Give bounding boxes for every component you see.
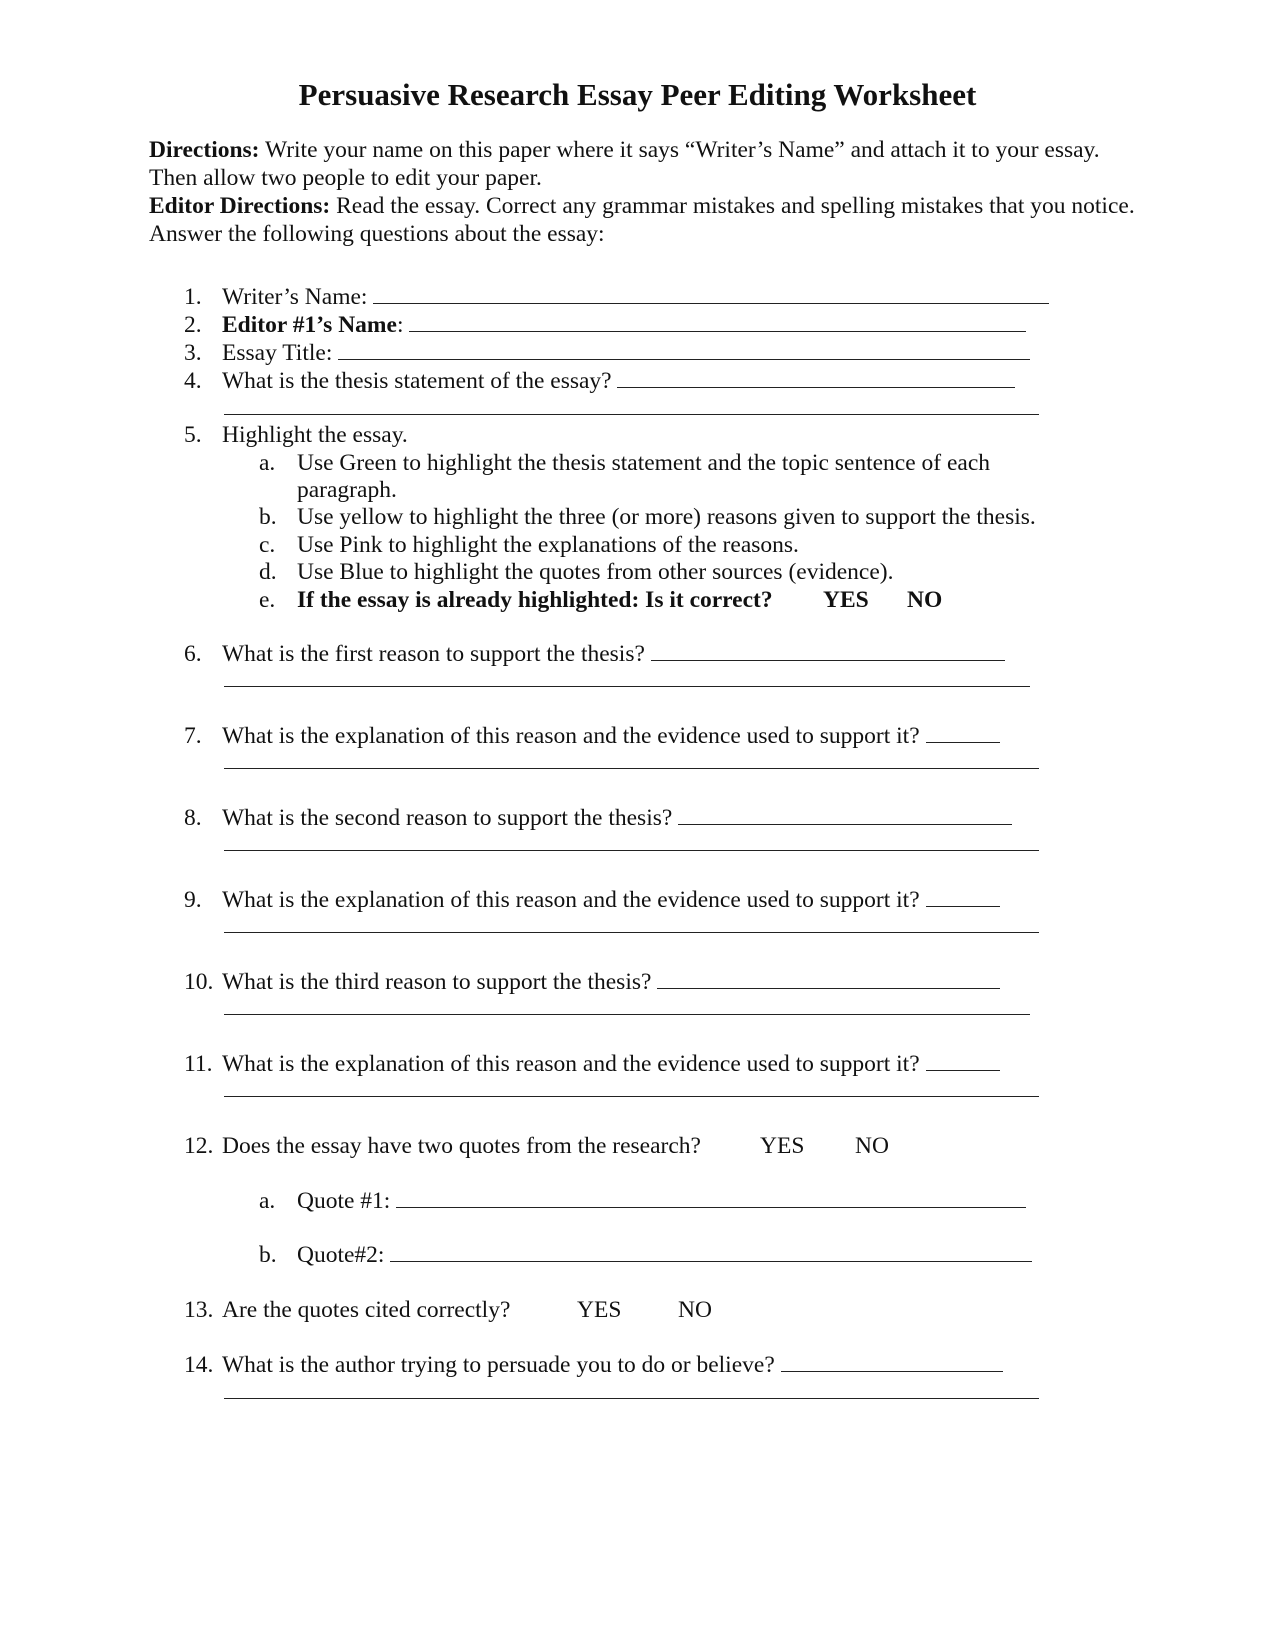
persuade-question [222, 1351, 1003, 1379]
highlight-green-line2: paragraph. [297, 477, 397, 503]
thesis-question [222, 367, 1015, 395]
yes-option[interactable]: YES [823, 587, 869, 613]
yes-option[interactable]: YES [577, 1297, 622, 1323]
editor-directions-paragraph [149, 192, 1139, 248]
item-number: 1. [184, 284, 202, 310]
item-number: 7. [184, 723, 202, 749]
third-reason-text: What is the third reason to support the thesis? [222, 969, 658, 995]
worksheet-title: Persuasive Research Essay Peer Editing Worksheet [298, 77, 977, 112]
essay-title-label: Essay Title: [222, 340, 339, 366]
second-explanation-question [222, 886, 1000, 914]
essay-title-line [222, 339, 1030, 367]
second-reason-blank[interactable] [678, 804, 1012, 825]
editor-directions-text: Read the essay. Correct any grammar mistakes and spelling mistakes that you notice. Answer the following questions about the essay: [149, 193, 1135, 247]
editor-name-blank[interactable] [409, 311, 1026, 332]
directions-paragraph [149, 136, 1139, 192]
first-reason-question [222, 640, 1005, 668]
quote1-line [297, 1187, 1026, 1215]
directions-label: Directions: [149, 137, 260, 163]
third-explanation-question [222, 1050, 1000, 1078]
second-reason-text: What is the second reason to support the thesis? [222, 805, 679, 831]
sub-letter: b. [259, 504, 277, 530]
first-explanation-question [222, 722, 1000, 750]
essay-title-blank[interactable] [338, 339, 1030, 360]
highlight-pink: Use Pink to highlight the explanations of the reasons. [297, 532, 799, 558]
quote1-blank[interactable] [396, 1187, 1026, 1208]
persuade-text: What is the author trying to persuade you to do or believe? [222, 1352, 781, 1378]
item-number: 14. [184, 1352, 214, 1378]
second-reason-question [222, 804, 1012, 832]
writers-name-blank[interactable] [373, 283, 1049, 304]
sub-letter: a. [259, 450, 276, 476]
highlight-green-line1: Use Green to highlight the thesis statement and the topic sentence of each [297, 450, 991, 476]
highlight-instruction: Highlight the essay. [222, 422, 408, 448]
persuade-blank[interactable] [781, 1351, 1003, 1372]
third-explanation-answer-line[interactable] [224, 1096, 1039, 1097]
no-option[interactable]: NO [907, 587, 943, 613]
quote2-label: Quote#2: [297, 1242, 391, 1268]
item-number: 11. [184, 1051, 213, 1077]
second-reason-answer-line[interactable] [224, 850, 1039, 851]
sub-letter: e. [259, 587, 276, 613]
quote2-line [297, 1241, 1032, 1269]
thesis-answer-line[interactable] [224, 414, 1039, 415]
editor-directions-label: Editor Directions: [149, 193, 331, 219]
quotes-cited-question: Are the quotes cited correctly? [222, 1297, 511, 1323]
editor-name-line [222, 311, 1026, 339]
item-number: 8. [184, 805, 202, 831]
yes-option[interactable]: YES [760, 1133, 805, 1159]
item-number: 12. [184, 1133, 214, 1159]
first-explanation-answer-line[interactable] [224, 768, 1039, 769]
item-number: 5. [184, 422, 202, 448]
first-reason-text: What is the first reason to support the thesis? [222, 641, 651, 667]
third-reason-question [222, 968, 1000, 996]
sub-letter: d. [259, 559, 277, 585]
item-number: 10. [184, 969, 214, 995]
persuade-answer-line[interactable] [224, 1398, 1039, 1399]
quote1-label: Quote #1: [297, 1188, 397, 1214]
highlight-blue: Use Blue to highlight the quotes from other sources (evidence). [297, 559, 894, 585]
third-reason-answer-line[interactable] [224, 1014, 1030, 1015]
writers-name-line [222, 283, 1049, 311]
item-number: 9. [184, 887, 202, 913]
thesis-answer-blank[interactable] [617, 367, 1015, 388]
item-number: 6. [184, 641, 202, 667]
second-explanation-text: What is the explanation of this reason and the evidence used to support it? [222, 887, 926, 913]
sub-letter: b. [259, 1242, 277, 1268]
no-option[interactable]: NO [855, 1133, 889, 1159]
highlight-yellow: Use yellow to highlight the three (or more) reasons given to support the thesis. [297, 504, 1036, 530]
editor-name-label: Editor #1’s Name [222, 312, 397, 338]
sub-letter: a. [259, 1188, 276, 1214]
first-explanation-text: What is the explanation of this reason and the evidence used to support it? [222, 723, 926, 749]
two-quotes-question: Does the essay have two quotes from the research? [222, 1133, 701, 1159]
first-reason-answer-line[interactable] [224, 686, 1030, 687]
editor-name-colon: : [396, 312, 410, 338]
third-explanation-text: What is the explanation of this reason and the evidence used to support it? [222, 1051, 926, 1077]
thesis-question-text: What is the thesis statement of the essay? [222, 368, 618, 394]
sub-letter: c. [259, 532, 276, 558]
quote2-blank[interactable] [390, 1241, 1032, 1262]
third-reason-blank[interactable] [657, 968, 1000, 989]
item-number: 13. [184, 1297, 214, 1323]
already-highlighted-question: If the essay is already highlighted: Is it correct? [297, 587, 773, 613]
no-option[interactable]: NO [678, 1297, 712, 1323]
first-explanation-blank[interactable] [926, 722, 1000, 743]
second-explanation-blank[interactable] [926, 886, 1000, 907]
first-reason-blank[interactable] [651, 640, 1005, 661]
directions-text: Write your name on this paper where it says “Writer’s Name” and attach it to your essay. Then allow two people to edit your paper. [149, 137, 1100, 191]
item-number: 2. [184, 312, 202, 338]
item-number: 4. [184, 368, 202, 394]
third-explanation-blank[interactable] [926, 1050, 1000, 1071]
second-explanation-answer-line[interactable] [224, 932, 1039, 933]
writers-name-label: Writer’s Name: [222, 284, 374, 310]
item-number: 3. [184, 340, 202, 366]
